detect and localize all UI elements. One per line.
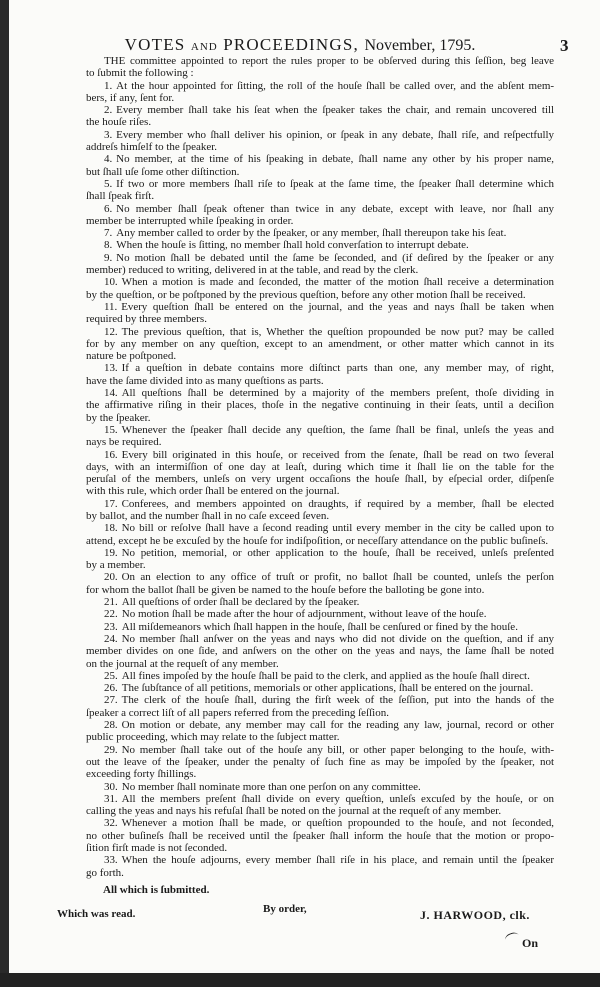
page-number: 3 <box>560 36 569 55</box>
text-line <box>86 731 554 743</box>
text-line <box>86 768 554 780</box>
text-line <box>86 473 554 485</box>
line-text: by the queſtion, or be poſtponed by the previous queſtion, before any other motion ſhall be received. <box>86 288 526 301</box>
rule-first-line <box>86 227 554 239</box>
line-text: Whenever a motion ſhall be made, or queſtion propounded to the houſe, and not ſeconded, <box>121 817 554 830</box>
text-line <box>86 707 554 719</box>
text-line <box>86 313 554 325</box>
rule-first-line <box>86 547 554 559</box>
text-line <box>86 461 554 473</box>
title-and: AND <box>190 41 218 53</box>
text-line <box>86 92 554 104</box>
line-text: required by three members. <box>86 313 207 326</box>
text-line <box>86 535 554 547</box>
rule-number: 8. <box>104 239 113 252</box>
line-text: go forth. <box>86 866 124 879</box>
line-text: ſhall ſpeak firſt. <box>86 190 155 203</box>
line-text: for whom the ballot ſhall be given be named to the houſe before the balloting be gone into. <box>86 583 485 596</box>
rule-first-line <box>86 793 554 805</box>
text-line <box>86 830 554 842</box>
rule-first-line <box>86 854 554 866</box>
line-text: Every queſtion ſhall be entered on the journal, and the yeas and nays ſhall be taken when <box>121 300 554 313</box>
rule-number: 9. <box>104 251 113 264</box>
rule-number: 29. <box>104 743 118 756</box>
line-text: Every member who ſhall deliver his opinion, or ſpeak in any debate, ſhall riſe, and reſpectfully <box>116 128 554 141</box>
line-text: with this rule, which order ſhall be entered on the journal. <box>86 485 340 498</box>
rule-first-line <box>86 80 554 92</box>
text-line <box>86 645 554 657</box>
text-line <box>86 399 554 411</box>
rule-number: 14. <box>104 387 118 400</box>
line-text: The clerk of the houſe ſhall, during the firſt week of the ſeſſion, put into the hands of the <box>121 694 554 707</box>
line-text: calling the yeas and nays his refuſal ſhall be noted on the journal at the requeſt of any member. <box>86 805 502 818</box>
line-text: On an election to any office of truſt or profit, no ballot ſhall be counted, unleſs the perſon <box>121 571 554 584</box>
line-text: Every bill originated in this houſe, or received from the ſenate, ſhall be read on two ſeveral <box>121 448 554 461</box>
rule-number: 33. <box>104 854 118 867</box>
line-text: All the members preſent ſhall divide on every queſtion, unleſs excuſed by the houſe, or on <box>121 792 554 805</box>
rule-number: 15. <box>104 423 118 436</box>
title-date: November, 1795. <box>364 37 476 54</box>
rule-number: 30. <box>104 780 118 793</box>
catchword: On <box>522 936 539 950</box>
text-line <box>86 412 554 424</box>
text-line <box>86 350 554 362</box>
line-text: No petition, memorial, or other application to the houſe, ſhall be received, unleſs preſented <box>121 546 554 559</box>
line-text: No bill or reſolve ſhall have a ſecond reading until every member in the city be called upon to <box>121 522 554 535</box>
line-text: nature be poſtponed. <box>86 350 177 363</box>
line-text: the affirmative riſing in their places, thoſe in the negative continuing in their ſeats, until a deciſion <box>86 399 554 412</box>
rule-number: 3. <box>104 128 113 141</box>
rule-first-line <box>86 744 554 756</box>
text-line <box>86 289 554 301</box>
rule-number: 26. <box>104 682 118 695</box>
line-text: At the hour appointed for ſitting, the roll of the houſe ſhall be called over, and the abſent mem- <box>116 79 554 92</box>
text-line <box>86 867 554 879</box>
line-text: Any member called to order by the ſpeaker, or any member, ſhall thereupon take his ſeat. <box>116 227 507 240</box>
rule-number: 19. <box>104 546 118 559</box>
line-text: No motion ſhall be made after the hour of adjournment, without leave of the houſe. <box>121 608 487 621</box>
page-title <box>0 35 600 55</box>
rule-first-line <box>86 498 554 510</box>
rule-first-line <box>86 104 554 116</box>
rule-first-line <box>86 694 554 706</box>
title-proceedings: PROCEEDINGS, <box>223 35 359 54</box>
line-text: nays be required. <box>86 436 162 449</box>
line-text: No member ſhall take out of the houſe any bill, or other paper belonging to the houſe, with- <box>121 743 554 756</box>
text-line <box>86 510 554 522</box>
rule-first-line <box>86 153 554 165</box>
rule-number: 28. <box>104 719 118 732</box>
line-text: All queſtions ſhall be determined by a majority of the members preſent, thoſe dividing in <box>121 387 554 400</box>
which-was-read: Which was read. <box>57 908 136 920</box>
line-text: bers, if any, ſent for. <box>86 91 175 104</box>
rule-number: 25. <box>104 669 118 682</box>
rule-first-line <box>86 670 554 682</box>
text-line <box>86 756 554 768</box>
rule-number: 32. <box>104 817 118 830</box>
line-text: No motion ſhall be debated until the ſame be ſeconded, and (if deſired by the ſpeaker or any <box>116 251 554 264</box>
line-text: No member, at the time of his ſpeaking in debate, ſhall name any other by his proper name, <box>116 153 554 166</box>
text-line <box>86 436 554 448</box>
rule-number: 6. <box>104 202 113 215</box>
line-text: All miſdemeanors which ſhall happen in the houſe, ſhall be cenſured or fined by the houſe. <box>121 620 518 633</box>
rule-number: 10. <box>104 276 118 289</box>
rule-first-line <box>86 203 554 215</box>
rule-first-line <box>86 387 554 399</box>
line-text: THE committee appointed to report the rules proper to be obſerved during this ſeſſion, beg leave <box>104 55 554 67</box>
line-text: exceeding forty ſhillings. <box>86 768 197 781</box>
line-text: out the leave of the ſpeaker, under the penalty of ſuch fine as may be impoſed by the ſpeaker, not <box>86 755 554 768</box>
rule-first-line <box>86 682 554 694</box>
rule-number: 1. <box>104 79 113 92</box>
line-text: public proceeding, which may relate to the ſubject matter. <box>86 731 340 744</box>
rule-number: 5. <box>104 177 113 190</box>
rule-number: 16. <box>104 448 118 461</box>
line-text: attend, except he be excuſed by the houſe for indiſpoſition, or neceſſary attendance on the public buſineſs. <box>86 534 549 547</box>
line-text: by the ſpeaker. <box>86 411 151 424</box>
line-text: peruſal of the members, unleſs on very urgent occaſions the houſe ſhall, by eſpecial order, diſpenſe <box>86 473 554 486</box>
line-text: the houſe riſes. <box>86 116 152 129</box>
line-text: member) reduced to writing, delivered in at the table, and read by the clerk. <box>86 264 419 277</box>
rule-number: 18. <box>104 522 118 535</box>
line-text: no other buſineſs ſhall be received until the ſpeaker ſhall inform the houſe that the motion or propo- <box>86 829 554 842</box>
text-line <box>86 116 554 128</box>
rule-first-line <box>86 362 554 374</box>
text-line <box>86 264 554 276</box>
text-line <box>86 166 554 178</box>
line-text: The previous queſtion, that is, Whether the queſtion propounded be now put? may be called <box>121 325 554 338</box>
rule-first-line <box>86 719 554 731</box>
line-text: on the journal at the requeſt of any member. <box>86 657 279 670</box>
rule-first-line <box>86 571 554 583</box>
line-text: When the houſe adjourns, every member ſhall riſe in his place, and remain until the ſpeaker <box>121 854 554 867</box>
line-text: by a member. <box>86 559 146 572</box>
line-text: All fines impoſed by the houſe ſhall be paid to the clerk, and applied as the houſe ſhall direct. <box>121 669 530 682</box>
line-text: If two or more members ſhall riſe to ſpeak at the ſame time, the ſpeaker ſhall determine which <box>116 177 554 190</box>
line-text: but ſhall uſe ſome other diſtinction. <box>86 165 240 178</box>
line-text: No member ſhall nominate more than one perſon on any committee. <box>121 780 421 793</box>
line-text: days, with an intermiſſion of one day at leaſt, during which time it ſhall lie on the table for the <box>86 460 554 473</box>
text-line <box>86 559 554 571</box>
line-text: for by any member on any queſtion, except to an amendment, or other matter which cannot in its <box>86 337 554 350</box>
text-line <box>86 338 554 350</box>
line-text: No member ſhall ſpeak oftener than twice in any debate, except with leave, nor ſhall any <box>116 202 554 215</box>
line-text: Every member ſhall take his ſeat when the ſpeaker takes the chair, and remain uncovered till <box>116 104 554 117</box>
text-line <box>86 215 554 227</box>
rule-number: 20. <box>104 571 118 584</box>
line-text: Conferees, and members appointed on draughts, if required by a member, ſhall be elected <box>121 497 554 510</box>
line-text: All queſtions of order ſhall be declared by the ſpeaker. <box>121 596 360 609</box>
text-line <box>86 485 554 497</box>
rule-first-line <box>86 522 554 534</box>
rule-number: 13. <box>104 362 118 375</box>
text-line <box>86 190 554 202</box>
line-text: member divides on one ſide, and anſwers on the other on the yeas and nays, the ſame ſhall be noted <box>86 645 554 658</box>
rule-first-line <box>86 252 554 264</box>
rule-first-line <box>86 326 554 338</box>
rule-first-line <box>86 781 554 793</box>
text-line <box>86 805 554 817</box>
closing-line: All which is ſubmitted. <box>103 884 210 896</box>
rule-number: 24. <box>104 632 118 645</box>
rule-first-line <box>86 239 554 251</box>
rule-number: 7. <box>104 227 113 240</box>
rule-number: 27. <box>104 694 118 707</box>
rule-first-line <box>86 608 554 620</box>
line-text: have the ſame divided into as many queſtions as parts. <box>86 374 324 387</box>
line-text: ſition firſt made is not ſeconded. <box>86 842 228 854</box>
rule-first-line <box>86 276 554 288</box>
text-line <box>86 67 554 79</box>
rule-number: 11. <box>104 300 118 313</box>
text-line <box>86 141 554 153</box>
rule-number: 23. <box>104 620 118 633</box>
scan-binding-edge <box>0 0 9 987</box>
line-text: When the houſe is ſitting, no member ſhall hold converſation to interrupt debate. <box>116 239 469 252</box>
rule-first-line <box>86 633 554 645</box>
line-text: Whenever the ſpeaker ſhall decide any queſtion, the ſame ſhall be final, unleſs the yeas and <box>121 423 554 436</box>
text-line <box>86 658 554 670</box>
rule-first-line <box>86 596 554 608</box>
line-text: to ſubmit the following : <box>86 67 194 80</box>
rule-first-line <box>86 178 554 190</box>
line-text: member be interrupted while ſpeaking in order. <box>86 214 294 227</box>
text-line <box>86 375 554 387</box>
rule-number: 21. <box>104 596 118 609</box>
rule-first-line <box>86 129 554 141</box>
text-line <box>86 842 554 854</box>
line-text: by ballot, and the number ſhall in no caſe exceed ſeven. <box>86 509 330 522</box>
pen-mark <box>504 931 520 944</box>
rule-number: 31. <box>104 792 118 805</box>
line-text: If a queſtion in debate contains more diſtinct parts than one, any member may, of right, <box>121 362 554 375</box>
rule-number: 17. <box>104 497 118 510</box>
scan-bottom-edge <box>0 973 600 987</box>
line-text: On motion or debate, any member may call for the reading any law, journal, record or other <box>121 719 554 732</box>
rule-number: 22. <box>104 608 118 621</box>
line-text: No member ſhall anſwer on the yeas and nays who did not divide on the queſtion, and if any <box>121 632 554 645</box>
rule-first-line <box>86 817 554 829</box>
rule-first-line <box>86 424 554 436</box>
rule-number: 12. <box>104 325 118 338</box>
text-line <box>86 55 554 67</box>
line-text: When a motion is made and ſeconded, the matter of the motion ſhall receive a determination <box>121 276 554 289</box>
clerk-signature: J. HARWOOD, clk. <box>420 908 530 922</box>
title-votes: VOTES <box>124 35 186 54</box>
by-order: By order, <box>263 903 307 915</box>
rule-first-line <box>86 301 554 313</box>
line-text: addreſs himſelf to the ſpeaker. <box>86 141 218 154</box>
rule-number: 2. <box>104 104 113 117</box>
line-text: The ſubſtance of all petitions, memorials or other applications, ſhall be entered on the journal. <box>121 682 534 695</box>
rule-first-line <box>86 621 554 633</box>
rule-first-line <box>86 449 554 461</box>
line-text: ſpeaker a correct liſt of all papers referred from the preceding ſeſſion. <box>86 706 389 719</box>
rules-body <box>86 55 554 879</box>
text-line <box>86 584 554 596</box>
rule-number: 4. <box>104 153 113 166</box>
